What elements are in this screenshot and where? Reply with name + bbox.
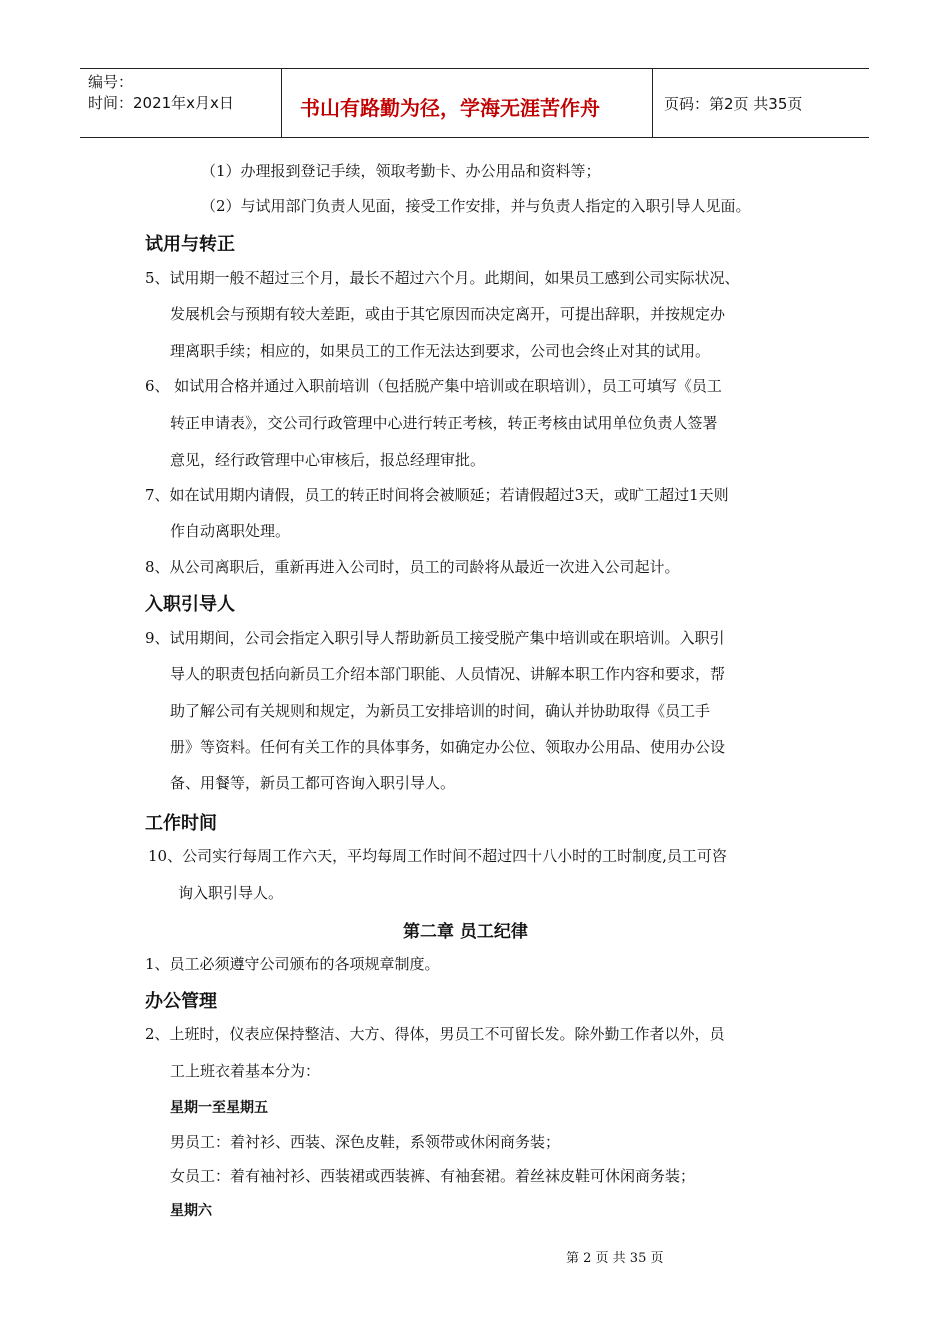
section-heading: 办公管理 <box>145 991 217 1012</box>
paragraph-line: 作自动离职处理。 <box>170 522 291 540</box>
document-number-label: 编号： <box>88 73 134 91</box>
subheading: 星期一至星期五 <box>170 1100 268 1116</box>
header-slogan: 书山有路勤为径，学海无涯苦作舟 <box>300 96 600 120</box>
subheading: 星期六 <box>170 1203 212 1219</box>
section-heading: 入职引导人 <box>145 594 235 615</box>
paragraph-line: 2、上班时，仪表应保持整洁、大方、得体，男员工不可留长发。除外勤工作者以外，员 <box>145 1025 725 1043</box>
paragraph-line: 询入职引导人。 <box>178 884 284 902</box>
paragraph-line: 助了解公司有关规则和规定，为新员工安排培训的时间，确认并协助取得《员工手 <box>170 702 711 720</box>
paragraph-line: 意见，经行政管理中心审核后，报总经理审批。 <box>170 451 486 469</box>
header-divider <box>281 69 282 137</box>
paragraph-line: 8、从公司离职后，重新再进入公司时，员工的司龄将从最近一次进入公司起计。 <box>145 558 680 576</box>
paragraph-line: 9、试用期间，公司会指定入职引导人帮助新员工接受脱产集中培训或在职培训。入职引 <box>145 629 725 647</box>
paragraph-line: 导人的职责包括向新员工介绍本部门职能、人员情况、讲解本职工作内容和要求，帮 <box>170 665 726 683</box>
header-divider <box>652 69 653 137</box>
paragraph-line: 7、如在试用期内请假，员工的转正时间将会被顺延；若请假超过3天，或旷工超过1天则 <box>145 486 729 504</box>
paragraph-line: 工上班衣着基本分为： <box>170 1062 321 1080</box>
header-page-indicator: 页码：第2页 共35页 <box>664 95 803 113</box>
page-header <box>80 68 869 138</box>
page-footer: 第 2 页 共 35 页 <box>566 1251 664 1266</box>
paragraph-line: 男员工：着衬衫、西装、深色皮鞋，系领带或休闲商务装； <box>170 1133 561 1151</box>
paragraph-line: 转正申请表》，交公司行政管理中心进行转正考核，转正考核由试用单位负责人签署 <box>170 414 718 432</box>
section-heading: 试用与转正 <box>145 234 235 255</box>
paragraph-line: （1）办理报到登记手续，领取考勤卡、办公用品和资料等； <box>201 162 601 180</box>
paragraph-line: 女员工：着有袖衬衫、西装裙或西装裤、有袖套裙。着丝袜皮鞋可休闲商务装； <box>170 1167 696 1185</box>
chapter-title: 第二章 员工纪律 <box>403 922 528 942</box>
paragraph-line: 理离职手续；相应的，如果员工的工作无法达到要求，公司也会终止对其的试用。 <box>170 342 711 360</box>
section-heading: 工作时间 <box>145 813 217 834</box>
paragraph-line: 10、公司实行每周工作六天，平均每周工作时间不超过四十八小时的工时制度,员工可咨 <box>148 847 727 865</box>
paragraph-line: 备、用餐等，新员工都可咨询入职引导人。 <box>170 774 456 792</box>
paragraph-line: 1、员工必须遵守公司颁布的各项规章制度。 <box>145 955 440 973</box>
paragraph-line: 发展机会与预期有较大差距，或由于其它原因而决定离开，可提出辞职，并按规定办 <box>170 305 726 323</box>
document-time-label: 时间：2021年x月x日 <box>88 94 234 112</box>
paragraph-line: （2）与试用部门负责人见面，接受工作安排，并与负责人指定的入职引导人见面。 <box>201 197 751 215</box>
paragraph-line: 6、 如试用合格并通过入职前培训（包括脱产集中培训或在职培训），员工可填写《员工 <box>145 377 722 395</box>
paragraph-line: 册》等资料。任何有关工作的具体事务，如确定办公位、领取办公用品、使用办公设 <box>170 738 726 756</box>
paragraph-line: 5、试用期一般不超过三个月，最长不超过六个月。此期间，如果员工感到公司实际状况、 <box>145 269 740 287</box>
